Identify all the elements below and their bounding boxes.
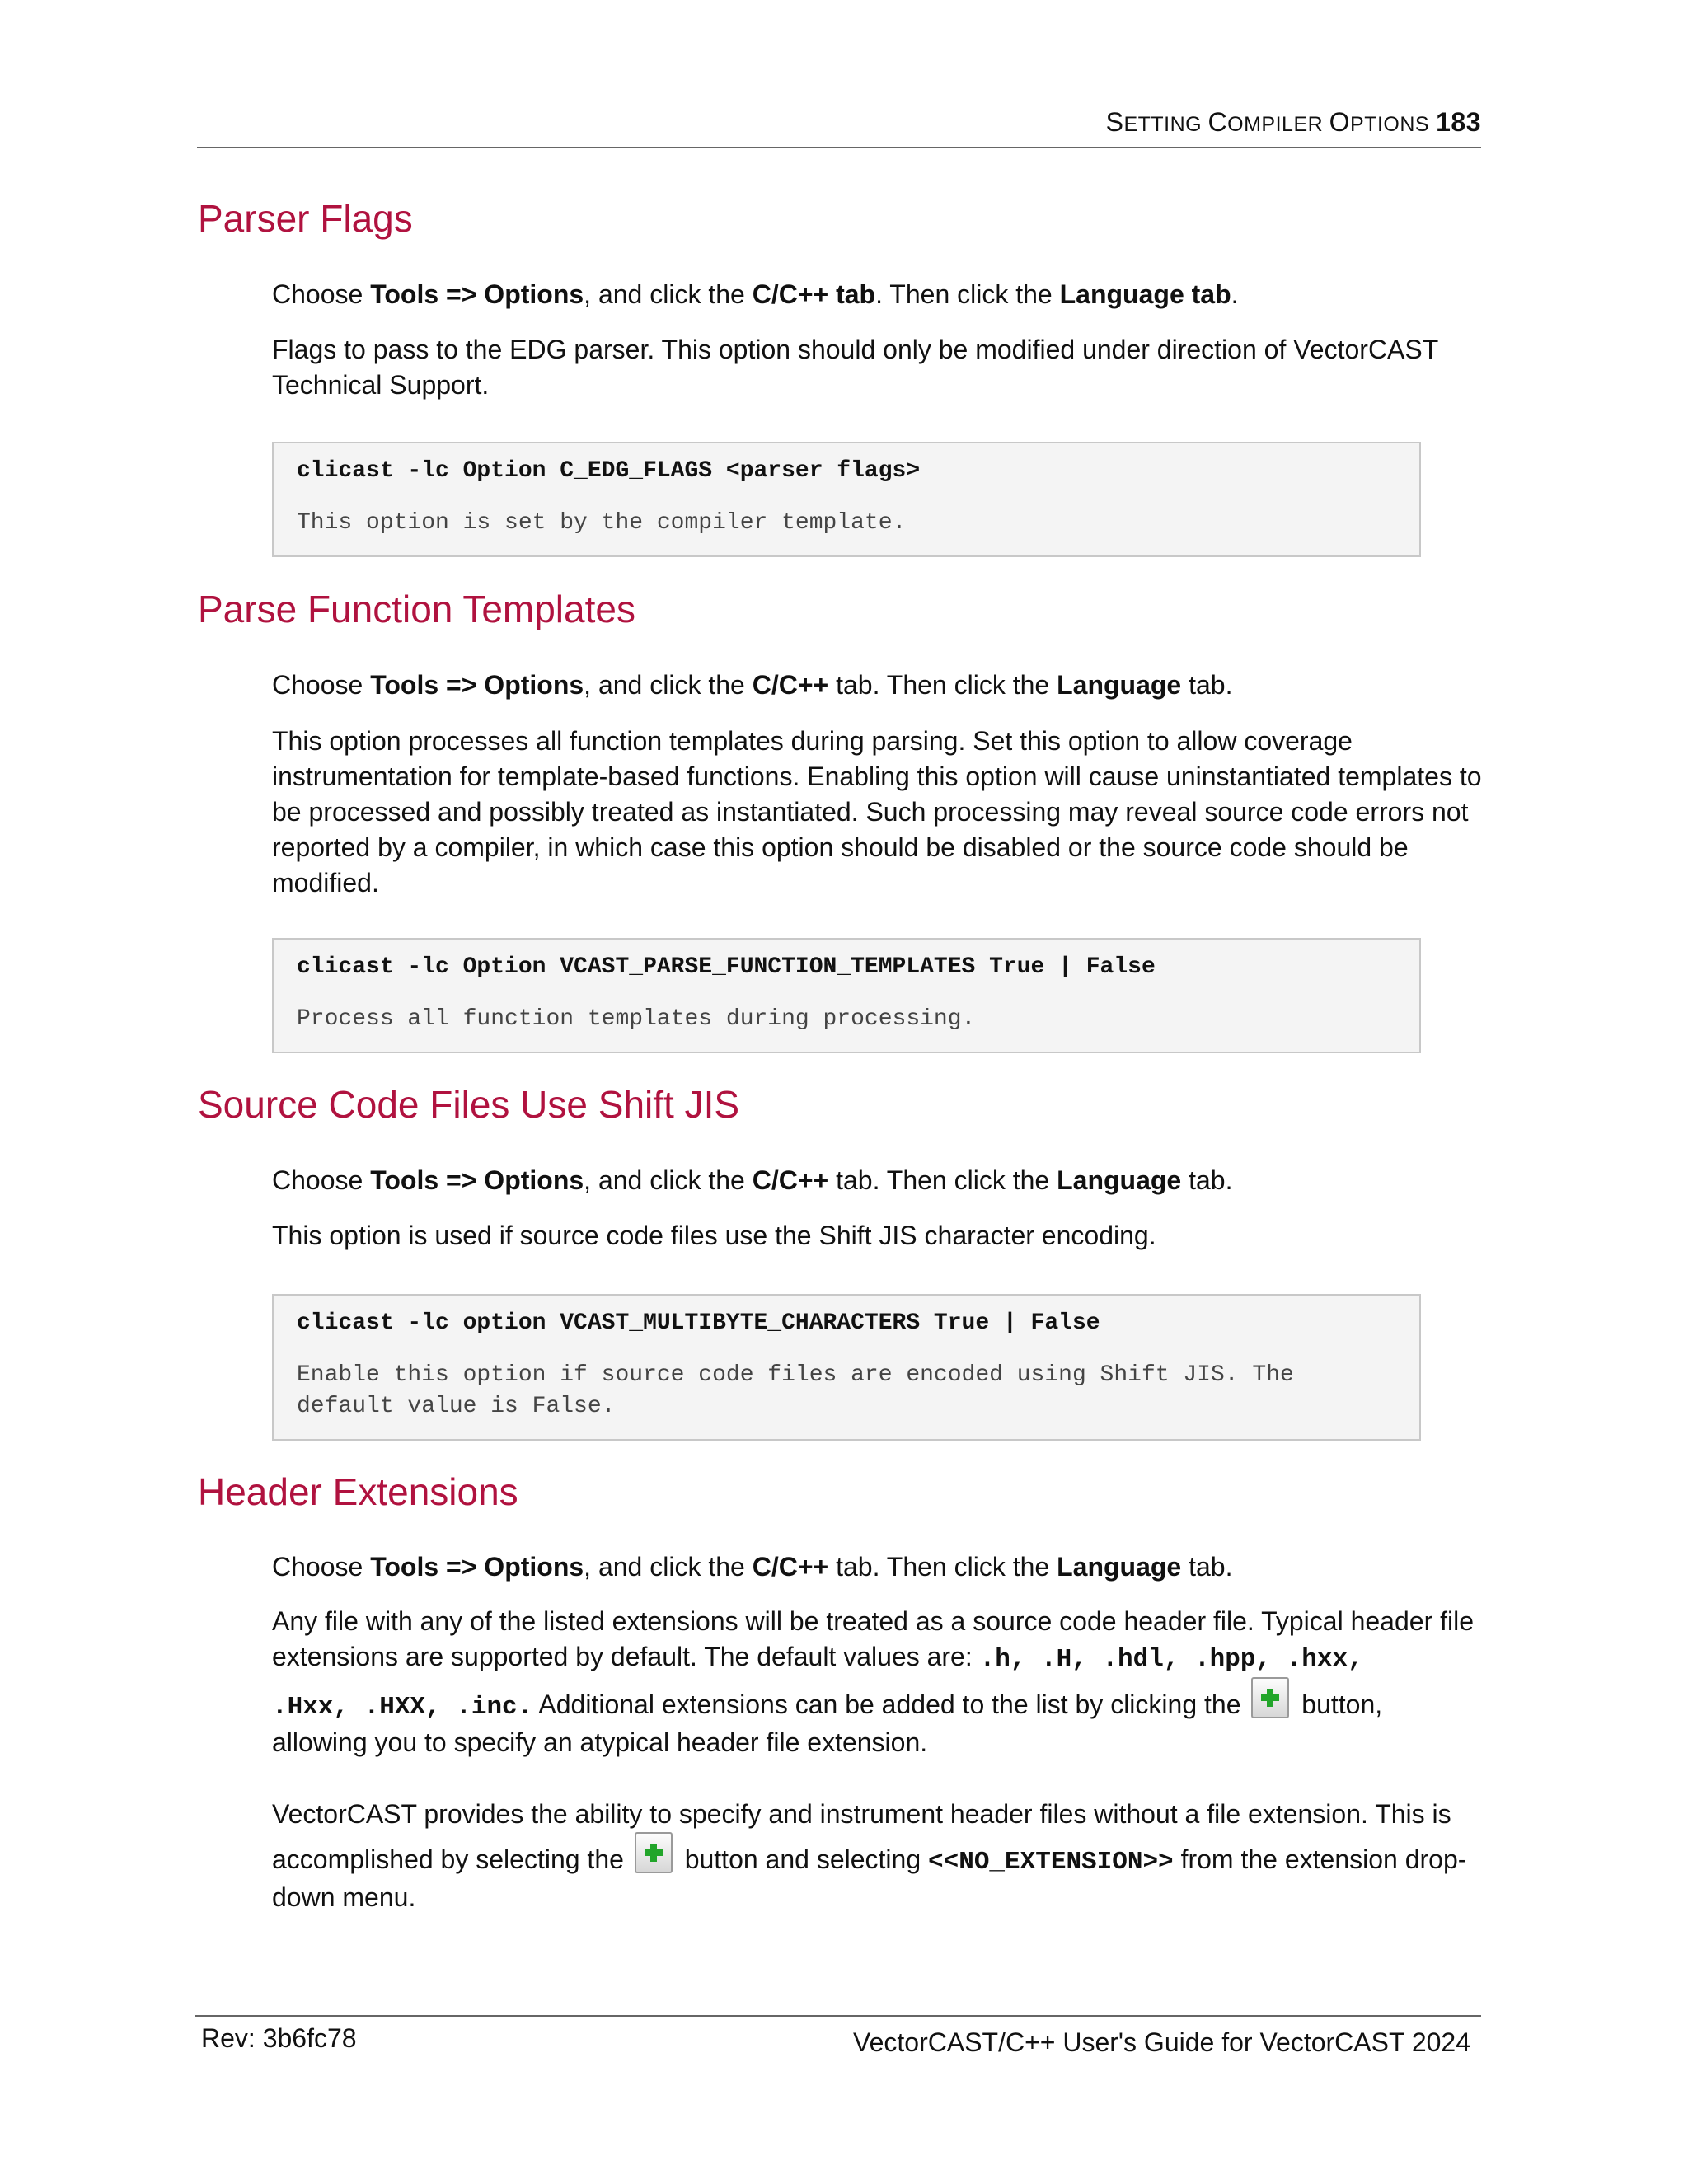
section-body: This option is used if source code files use the Shift JIS character encoding. [272,1221,1156,1250]
section-title-parse-function-templates: Parse Function Templates [198,588,635,630]
code-description: Process all function templates during processing. [297,1006,976,1032]
default-extensions-cont: .Hxx, .HXX, .inc. [272,1693,533,1722]
footer-rule [195,2015,1481,2017]
section-title-parser-flags: Parser Flags [198,197,413,240]
no-extension-code: <<NO_EXTENSION>> [928,1848,1174,1877]
code-description: Enable this option if source code files are encoded using Shift JIS. The default value is False. [297,1362,1294,1419]
code-command: clicast -lc Option C_EDG_FLAGS <parser flags> [297,458,921,484]
revision-label: Rev: 3b6fc78 [201,2023,357,2053]
running-title: SETTING COMPILER OPTIONS 183 [1105,107,1481,137]
choose-instruction: Choose Tools => Options, and click the C/C++ tab. Then click the Language tab. [272,1165,1233,1195]
green-plus-icon [635,1832,673,1873]
code-block [272,1294,1421,1441]
code-block [272,938,1421,1053]
choose-instruction: Choose Tools => Options, and click the C/C++ tab. Then click the Language tab. [272,670,1233,700]
green-plus-icon [1251,1677,1289,1718]
section-title-header-extensions: Header Extensions [198,1470,518,1513]
section-body: Flags to pass to the EDG parser. This option should only be modified under direction of VectorCAST Technical Support. [272,335,1438,400]
header-ext-paragraph: Any file with any of the listed extensions will be treated as a source code header file. Typical header file extensions are supported by default. The default values are: .h, .H, .hdl, .hpp, .hxx, .Hxx, .HXX, .inc. Additional extensions can be added to the list by clicking the button, allowing you to specify an atypical header file extension. [272,1606,1475,1757]
code-command: clicast -lc Option VCAST_PARSE_FUNCTION_TEMPLATES True | False [297,954,1156,980]
section-title-shift-jis: Source Code Files Use Shift JIS [198,1083,740,1126]
section-body: This option processes all function templates during parsing. Set this option to allow coverage instrumentation for template-based functions. Enabling this option will cause uninstantiated templates to be processed and possibly treated as instantiated. Such processing may reveal source code errors not reported by a compiler, in which case this option should be disabled or the source code should be modified. [272,726,1482,898]
code-description: This option is set by the compiler template. [297,510,907,536]
choose-instruction: Choose Tools => Options, and click the C/C++ tab. Then click the Language tab. [272,279,1239,309]
default-extensions: .h, .H, .hdl, .hpp, .hxx, [979,1645,1363,1674]
code-command: clicast -lc option VCAST_MULTIBYTE_CHARACTERS True | False [297,1310,1100,1336]
choose-instruction: Choose Tools => Options, and click the C/C++ tab. Then click the Language tab. [272,1552,1233,1582]
page-number: 183 [1436,107,1481,137]
guide-title: VectorCAST/C++ User's Guide for VectorCAST 2024 [853,2027,1470,2057]
code-block [272,442,1421,557]
page-header [197,105,1481,148]
no-extension-paragraph: VectorCAST provides the ability to specify and instrument header files without a file extension. This is accomplished by selecting the button and selecting <<NO_EXTENSION>> from the extension drop-down menu. [272,1799,1467,1912]
